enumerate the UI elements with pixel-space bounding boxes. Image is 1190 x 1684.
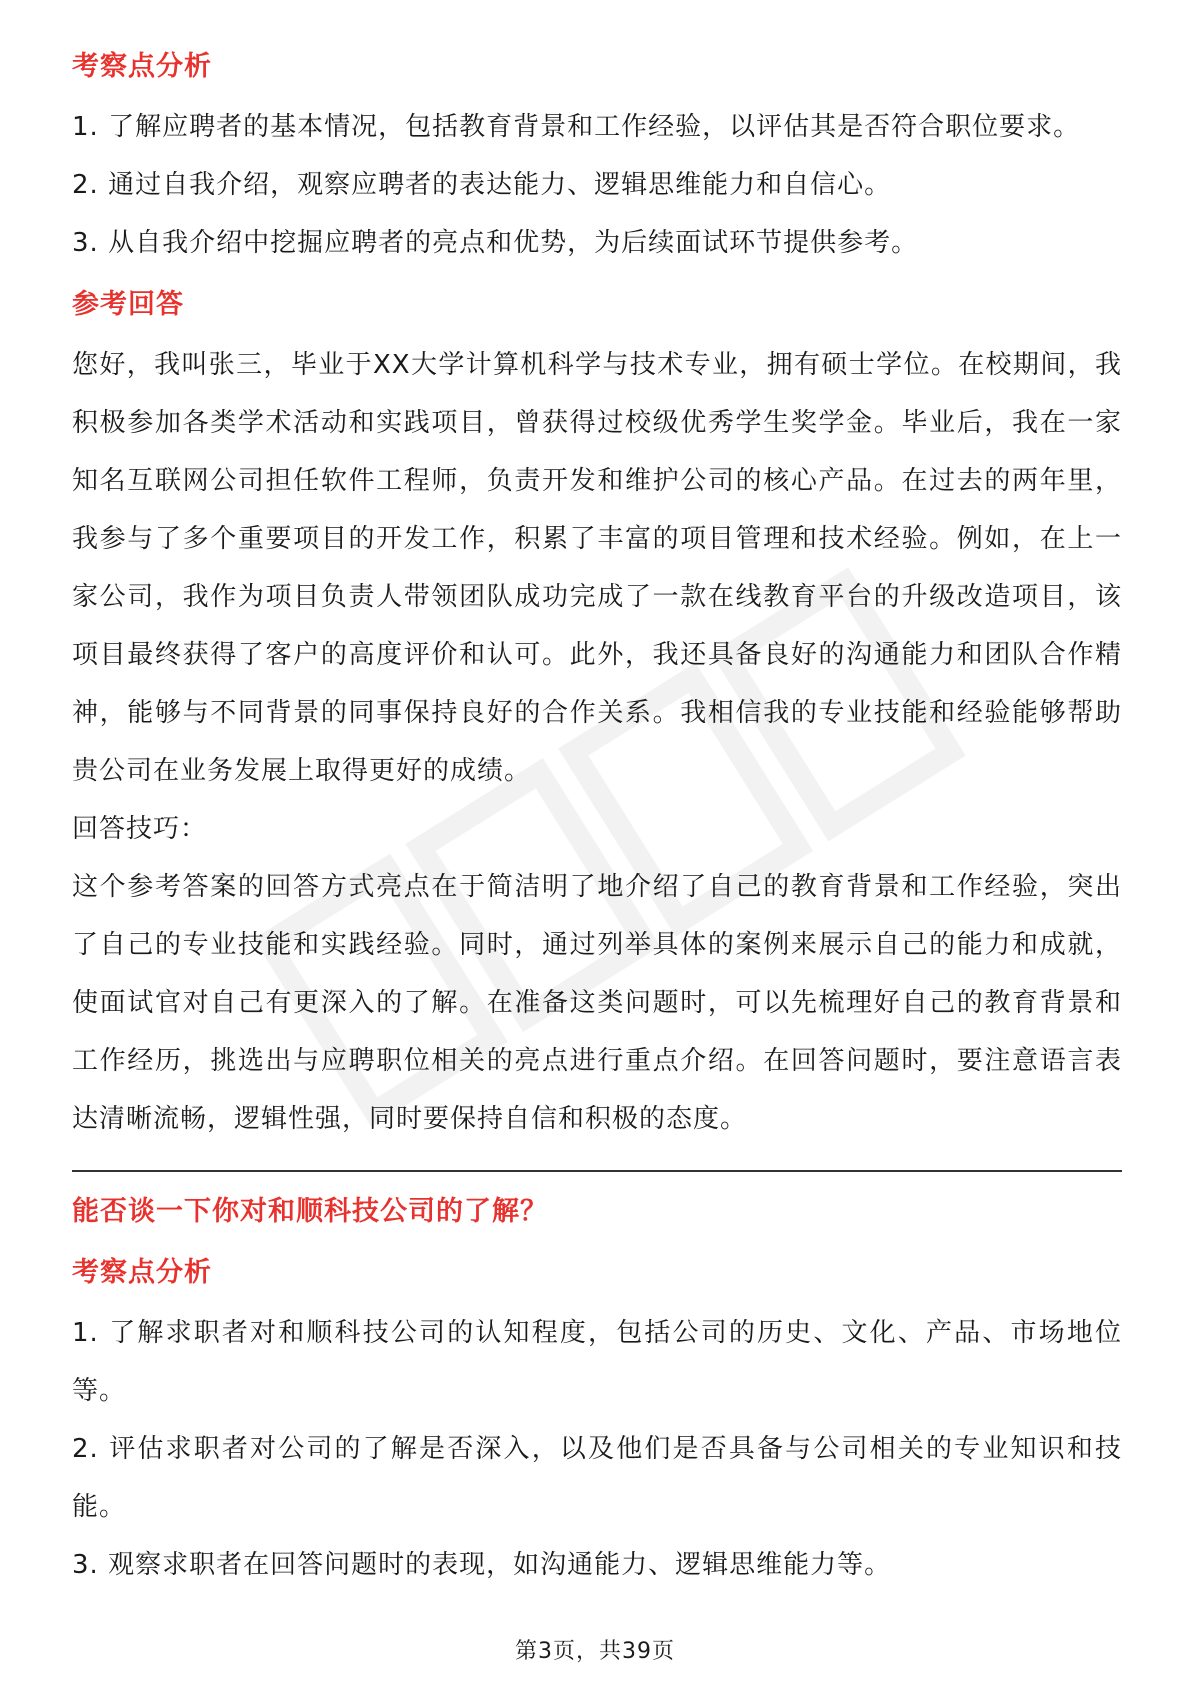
analysis-item-2: 2. 通过自我介绍，观察应聘者的表达能力、逻辑思维能力和自信心。 [72,170,892,200]
main-content [72,48,1122,1594]
section-heading-analysis-2: 考察点分析 [72,1257,212,1288]
analysis2-item-3: 3. 观察求职者在回答问题时的表现，如沟通能力、逻辑思维能力等。 [72,1550,892,1580]
analysis2-item-2: 2. 评估求职者对公司的了解是否深入，以及他们是否具备与公司相关的专业知识和技能。 [72,1434,1122,1522]
analysis-list-2 [72,1304,1122,1594]
section-heading-reference-answer: 参考回答 [72,289,184,320]
question-title: 能否谈一下你对和顺科技公司的了解？ [72,1196,548,1227]
answer-tips-text: 这个参考答案的回答方式亮点在于简洁明了地介绍了自己的教育背景和工作经验，突出了自己的专业技能和实践经验。同时，通过列举具体的案例来展示自己的能力和成就，使面试官对自己有更深入的了解。在准备这类问题时，可以先梳理好自己的教育背景和工作经历，挑选出与应聘职位相关的亮点进行重点介绍。在回答问题时，要注意语言表达清晰流畅，逻辑性强，同时要保持自信和积极的态度。 [72,872,1122,1134]
page-number: 第3页，共39页 [515,1639,675,1664]
reference-answer-text: 您好，我叫张三，毕业于XX大学计算机科学与技术专业，拥有硕士学位。在校期间，我积极参加各类学术活动和实践项目，曾获得过校级优秀学生奖学金。毕业后，我在一家知名互联网公司担任软件工程师，负责开发和维护公司的核心产品。在过去的两年里，我参与了多个重要项目的开发工作，积累了丰富的项目管理和技术经验。例如，在上一家公司，我作为项目负责人带领团队成功完成了一款在线教育平台的升级改造项目，该项目最终获得了客户的高度评价和认可。此外，我还具备良好的沟通能力和团队合作精神，能够与不同背景的同事保持良好的合作关系。我相信我的专业技能和经验能够帮助贵公司在业务发展上取得更好的成绩。 [72,350,1122,786]
analysis-item-1: 1. 了解应聘者的基本情况，包括教育背景和工作经验，以评估其是否符合职位要求。 [72,112,1081,142]
analysis2-item-1: 1. 了解求职者对和顺科技公司的认知程度，包括公司的历史、文化、产品、市场地位等。 [72,1318,1122,1406]
analysis-list [72,98,1122,272]
section-heading-analysis: 考察点分析 [72,51,212,82]
analysis-item-3: 3. 从自我介绍中挖掘应聘者的亮点和优势，为后续面试环节提供参考。 [72,228,919,258]
section-divider [72,1170,1122,1172]
answer-tips-label: 回答技巧： [72,814,208,844]
